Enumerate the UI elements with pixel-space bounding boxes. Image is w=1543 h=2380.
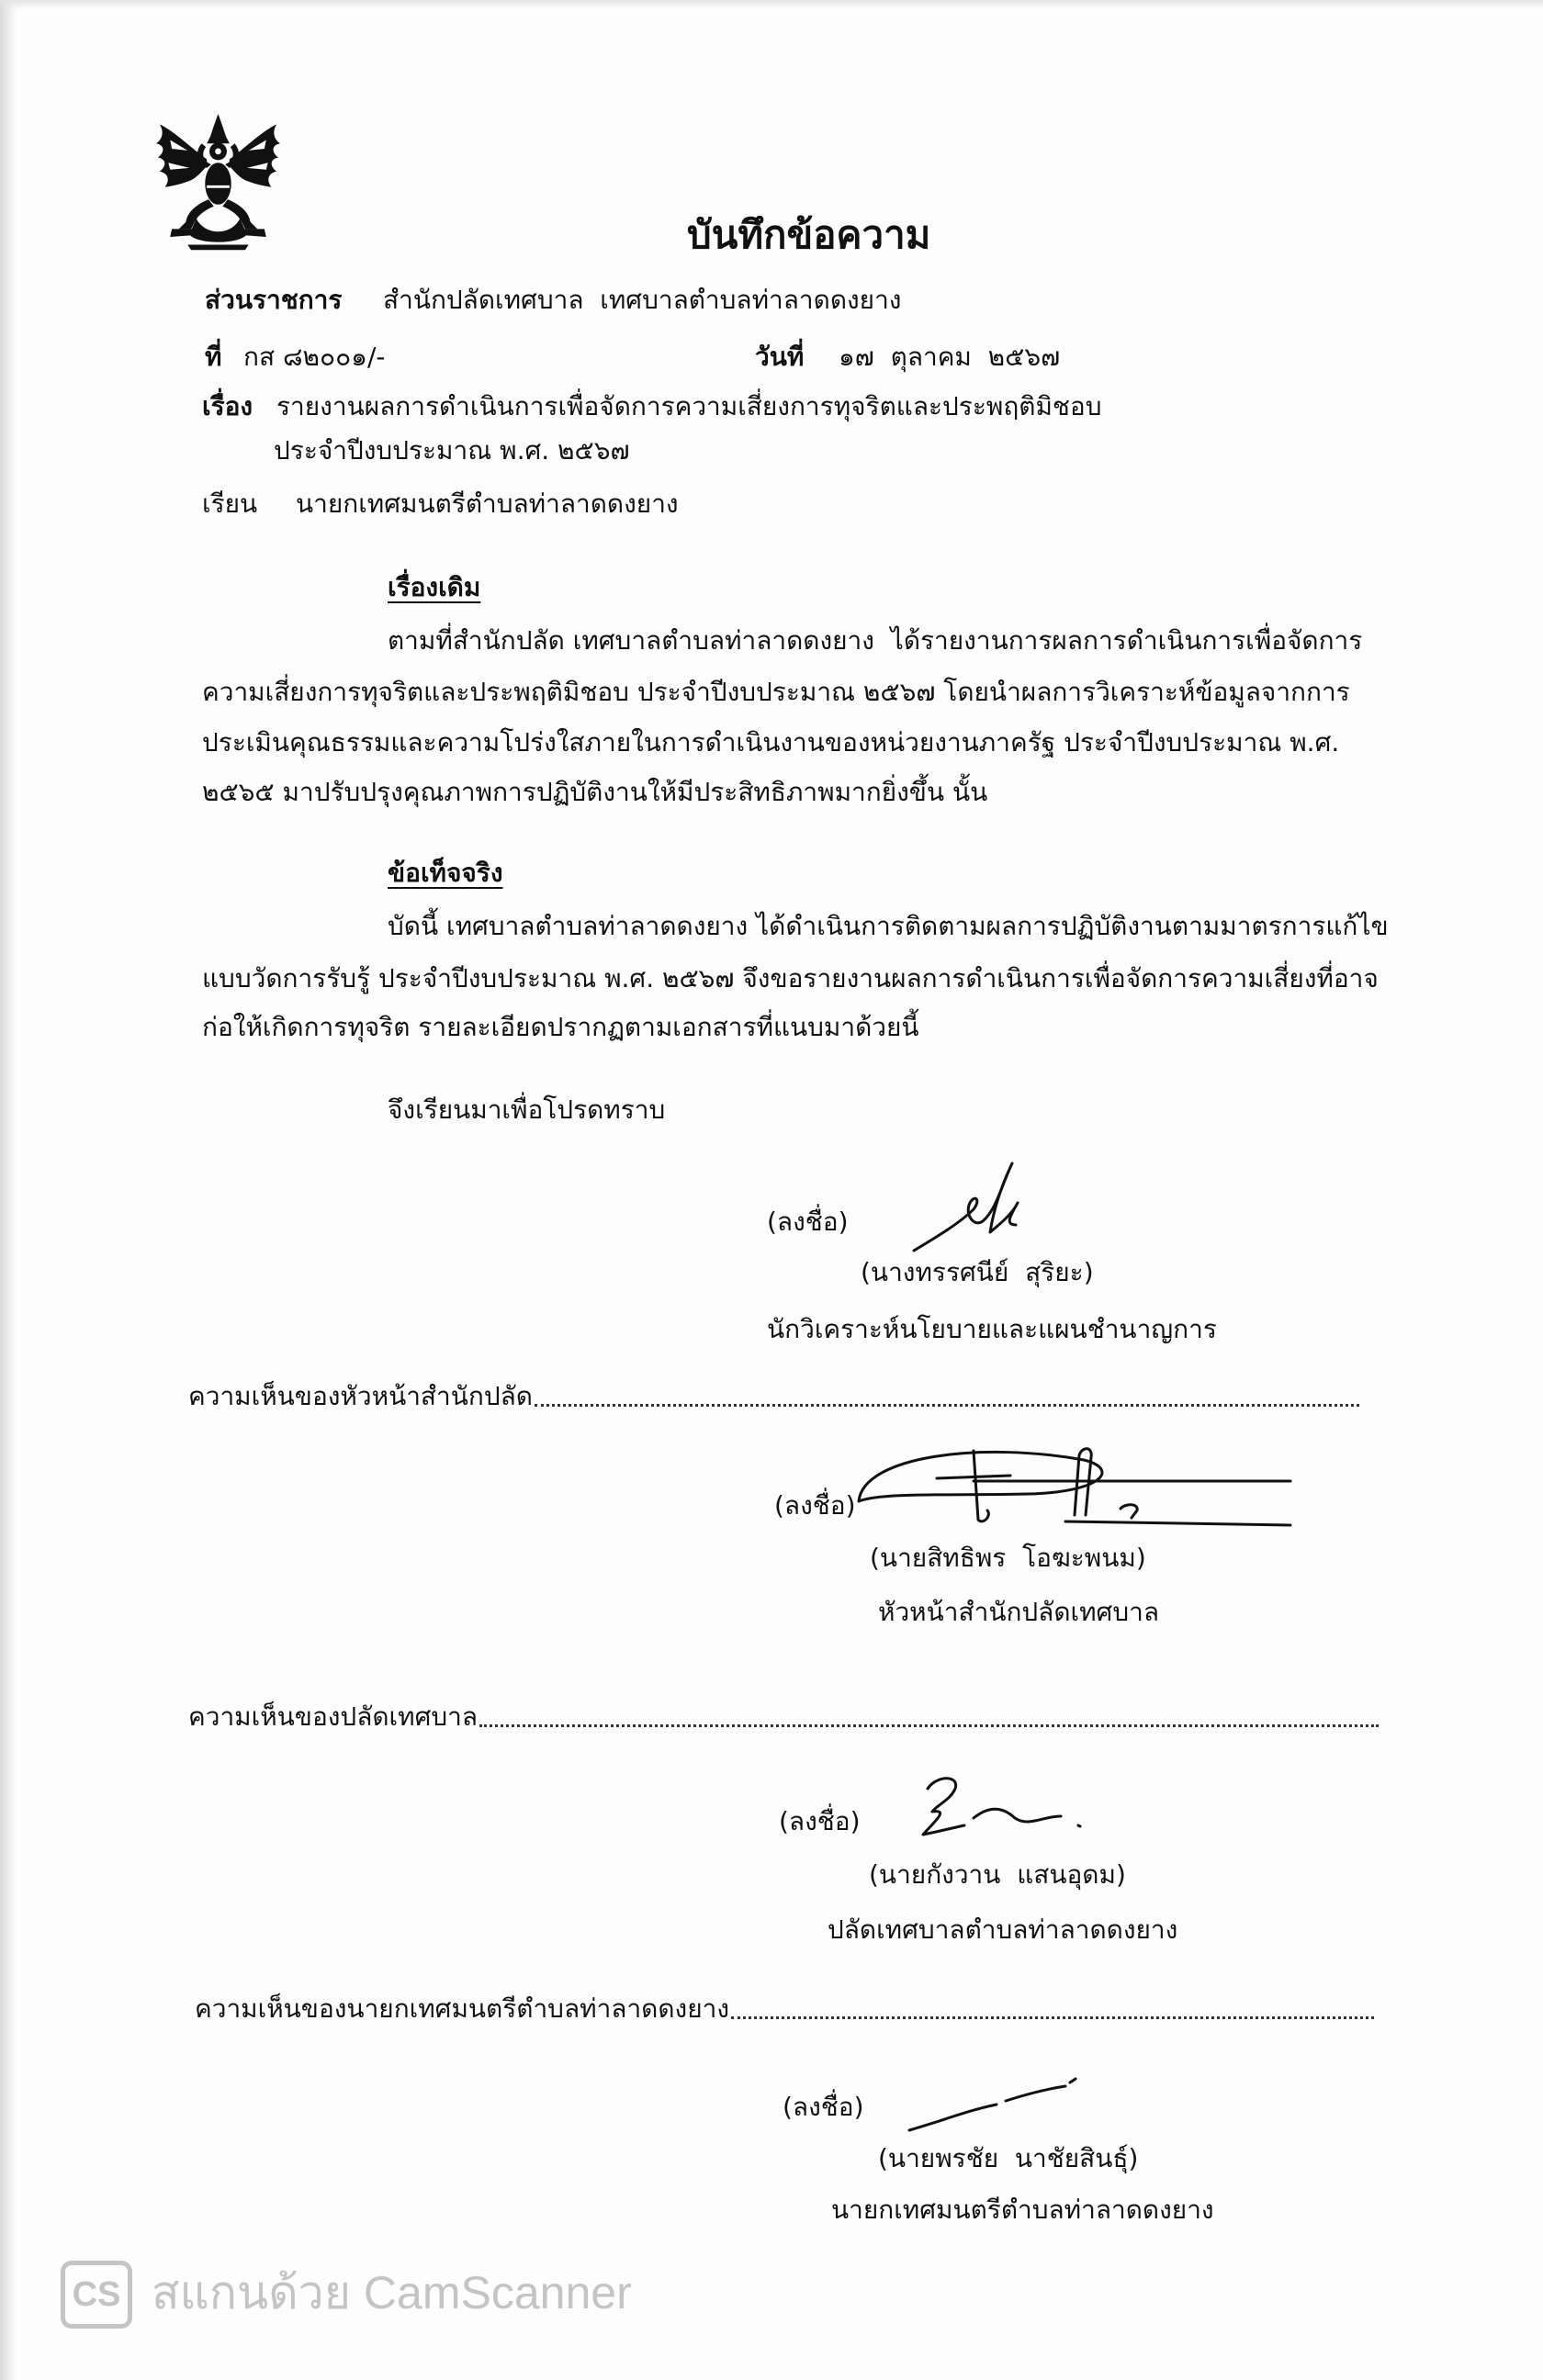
background-line-1: ตามที่สำนักปลัด เทศบาลตำบลท่าลาดดงยาง ได้รายงานการผลการดำเนินการเพื่อจัดการ: [388, 625, 1363, 656]
signature-2: [845, 1437, 1295, 1533]
signature-3: [914, 1770, 1093, 1844]
camscanner-watermark: สแกนด้วย CamScanner: [152, 2267, 632, 2318]
background-line-2: ความเสี่ยงการทุจริตและประพฤติมิชอบ ประจำปีงบประมาณ ๒๕๖๗ โดยนำผลการวิเคราะห์ข้อมูลจากการ: [202, 677, 1350, 707]
date-label: วันที่: [755, 342, 805, 372]
opinion-dotted-line-1: [535, 1404, 1359, 1407]
garuda-emblem-icon: [152, 114, 285, 253]
signer-name-2: (นายสิทธิพร โอฆะพนม): [870, 1543, 1146, 1573]
background-heading: เรื่องเดิม: [388, 572, 481, 602]
scan-edge-top: [0, 0, 1543, 9]
sign-label-4: (ลงชื่อ): [783, 2092, 864, 2122]
sign-label-1: (ลงชื่อ): [767, 1207, 849, 1237]
opinion-label-2: ความเห็นของปลัดเทศบาล: [188, 1701, 478, 1732]
department-value: สำนักปลัดเทศบาล เทศบาลตำบลท่าลาดดงยาง: [383, 285, 902, 315]
signature-4: [905, 2075, 1079, 2135]
background-line-4: ๒๕๖๕ มาปรับปรุงคุณภาพการปฏิบัติงานให้มีประสิทธิภาพมากยิ่งขึ้น นั้น: [202, 777, 988, 807]
opinion-row-1: [188, 1378, 1359, 1415]
facts-line-2: แบบวัดการรับรู้ ประจำปีงบประมาณ พ.ศ. ๒๕๖๗ จึงขอรายงานผลการดำเนินการเพื่อจัดการความเสี่ยงที่อาจ: [202, 963, 1379, 994]
opinion-dotted-line-2: [479, 1724, 1379, 1727]
closing-text: จึงเรียนมาเพื่อโปรดทราบ: [388, 1095, 666, 1125]
opinion-label-3: ความเห็นของนายกเทศมนตรีตำบลท่าลาดดงยาง: [195, 1993, 730, 2024]
signer-position-3: ปลัดเทศบาลตำบลท่าลาดดงยาง: [828, 1914, 1178, 1945]
signer-position-4: นายกเทศมนตรีตำบลท่าลาดดงยาง: [831, 2195, 1214, 2225]
subject-line-2: ประจำปีงบประมาณ พ.ศ. ๒๕๖๗: [274, 435, 630, 466]
facts-line-3: ก่อให้เกิดการทุจริต รายละเอียดปรากฏตามเอกสารที่แนบมาด้วยนี้: [202, 1012, 919, 1042]
signer-position-2: หัวหน้าสำนักปลัดเทศบาล: [878, 1597, 1159, 1627]
background-line-3: ประเมินคุณธรรมและความโปร่งใสภายในการดำเนินงานของหน่วยงานภาครัฐ ประจำปีงบประมาณ พ.ศ.: [202, 727, 1340, 758]
signer-name-4: (นายพรชัย นาชัยสินธุ์): [878, 2143, 1139, 2173]
sign-label-2: (ลงชื่อ): [774, 1490, 856, 1521]
memo-title: บันทึกข้อความ: [687, 212, 931, 257]
signer-name-1: (นางทรรศนีย์ สุริยะ): [861, 1257, 1094, 1287]
ref-value: กส ๘๒๐๐๑/-: [243, 342, 386, 372]
ref-label: ที่: [205, 342, 222, 372]
subject-line-1: รายงานผลการดำเนินการเพื่อจัดการความเสี่ยงการทุจริตและประพฤติมิชอบ: [276, 391, 1102, 421]
department-label: ส่วนราชการ: [205, 285, 343, 315]
opinion-dotted-line-3: [731, 2016, 1374, 2019]
scan-edge-left: [0, 0, 17, 2380]
facts-line-1: บัดนี้ เทศบาลตำบลท่าลาดดงยาง ได้ดำเนินการติดตามผลการปฏิบัติงานตามมาตรการแก้ไข: [388, 911, 1389, 941]
facts-heading: ข้อเท็จจริง: [388, 858, 503, 888]
to-value: นายกเทศมนตรีตำบลท่าลาดดงยาง: [296, 488, 679, 519]
to-label: เรียน: [202, 488, 258, 519]
camscanner-logo-icon: CS: [61, 2261, 132, 2329]
date-value: ๑๗ ตุลาคม ๒๕๖๗: [839, 342, 1061, 372]
signature-1: [909, 1159, 1038, 1260]
signer-name-3: (นายกังวาน แสนอุดม): [869, 1859, 1126, 1890]
signer-position-1: นักวิเคราะห์นโยบายและแผนชำนาญการ: [767, 1314, 1217, 1344]
opinion-row-3: [195, 1991, 1374, 2027]
opinion-row-2: [188, 1699, 1379, 1735]
subject-label: เรื่อง: [202, 391, 253, 421]
opinion-label-1: ความเห็นของหัวหน้าสำนักปลัด: [188, 1381, 533, 1411]
sign-label-3: (ลงชื่อ): [779, 1806, 861, 1836]
